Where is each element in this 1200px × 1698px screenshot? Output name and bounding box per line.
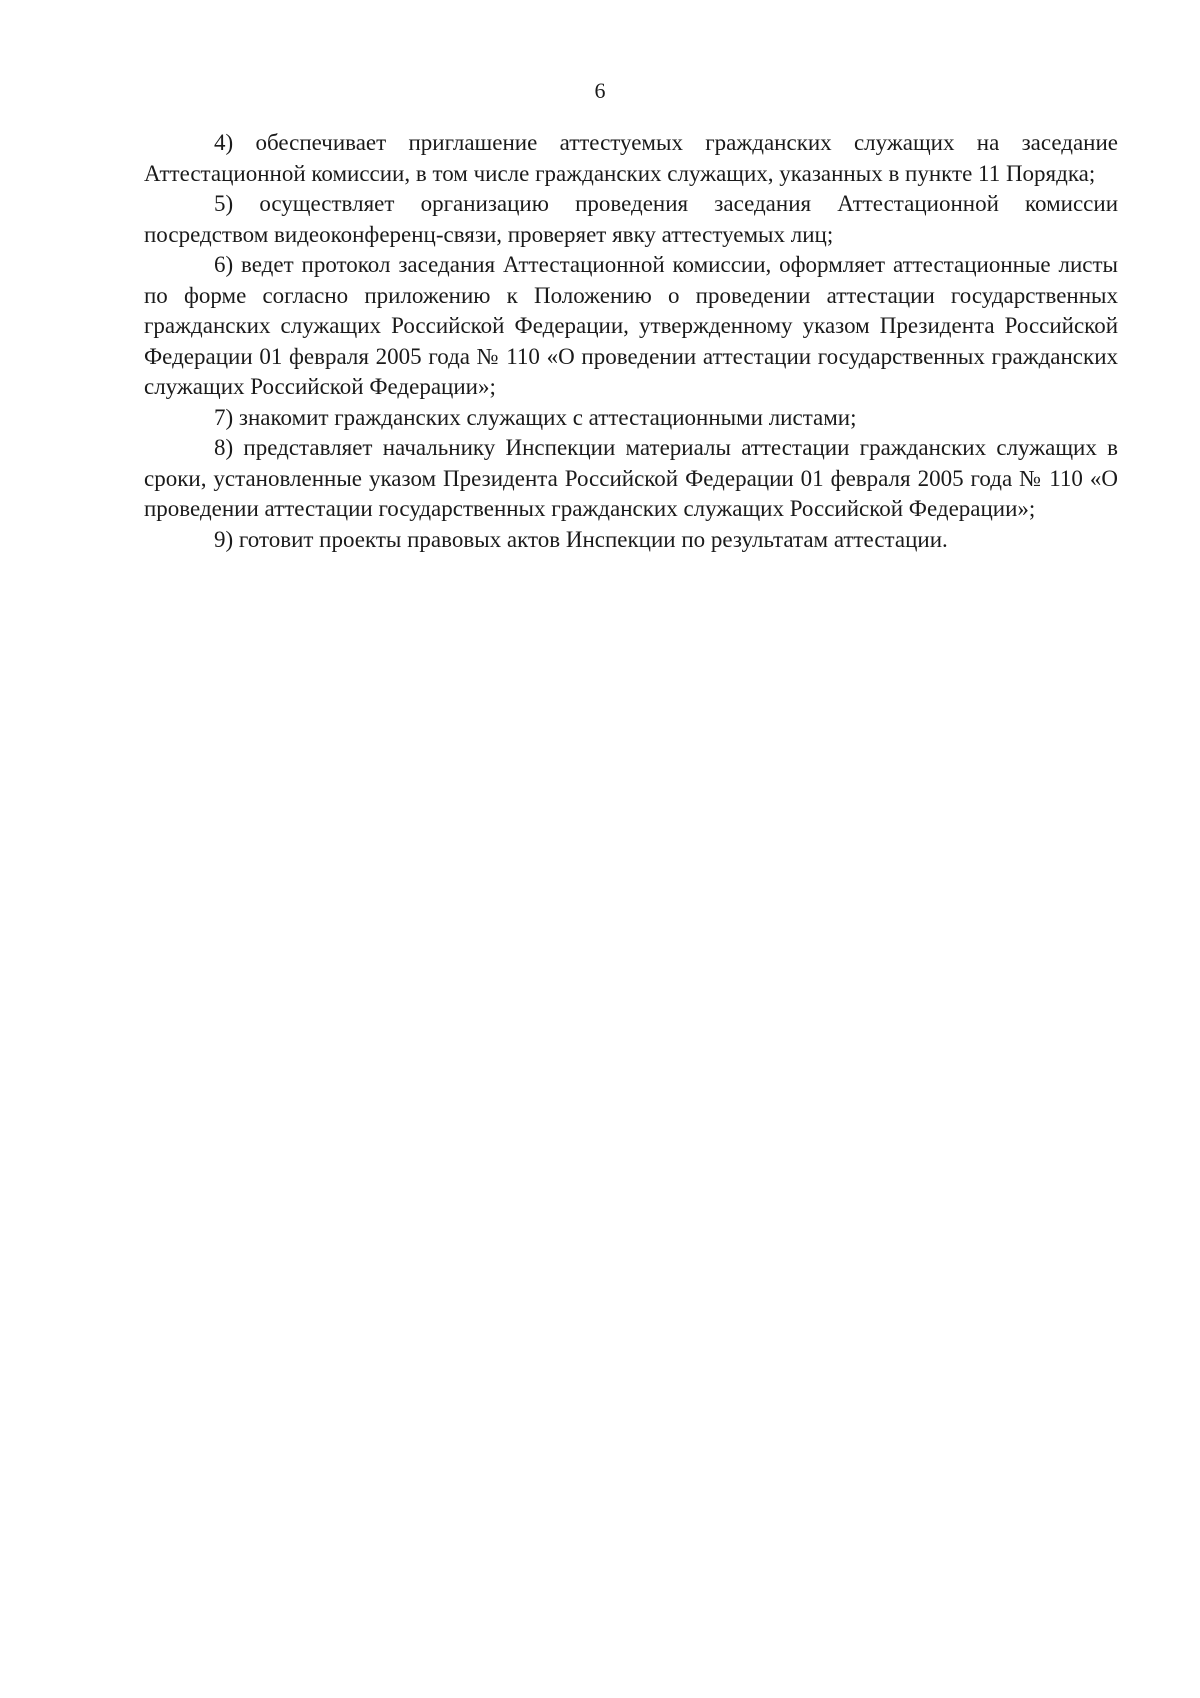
list-item-5: 5) осуществляет организацию проведения заседания Аттестационной комиссии посредством видеоконференц-связи, проверяет явку аттестуемых лиц;	[144, 191, 1118, 247]
list-item-8: 8) представляет начальнику Инспекции материалы аттестации гражданских служащих в сроки, установленные указом Президента Российской Федерации 01 февраля 2005 года № 110 «О проведении аттестации государственных гражданских служащих Российской Федерации»;	[144, 435, 1118, 521]
list-item-7: 7) знакомит гражданских служащих с аттестационными листами;	[214, 404, 857, 430]
list-item-6: 6) ведет протокол заседания Аттестационной комиссии, оформляет аттестационные листы по форме согласно приложению к Положению о проведении аттестации государственных гражданских служащих Российской Федерации, утвержденному указом Президента Российской Федерации 01 февраля 2005 года № 110 «О проведении аттестации государственных гражданских служащих Российской Федерации»;	[144, 252, 1118, 399]
list-item-4: 4) обеспечивает приглашение аттестуемых гражданских служащих на заседание Аттестационной комиссии, в том числе гражданских служащих, указанных в пункте 11 Порядка;	[144, 130, 1118, 186]
document-body	[144, 128, 1118, 555]
list-item-9: 9) готовит проекты правовых актов Инспекции по результатам аттестации.	[214, 526, 948, 552]
page-number: 6	[594, 78, 606, 103]
